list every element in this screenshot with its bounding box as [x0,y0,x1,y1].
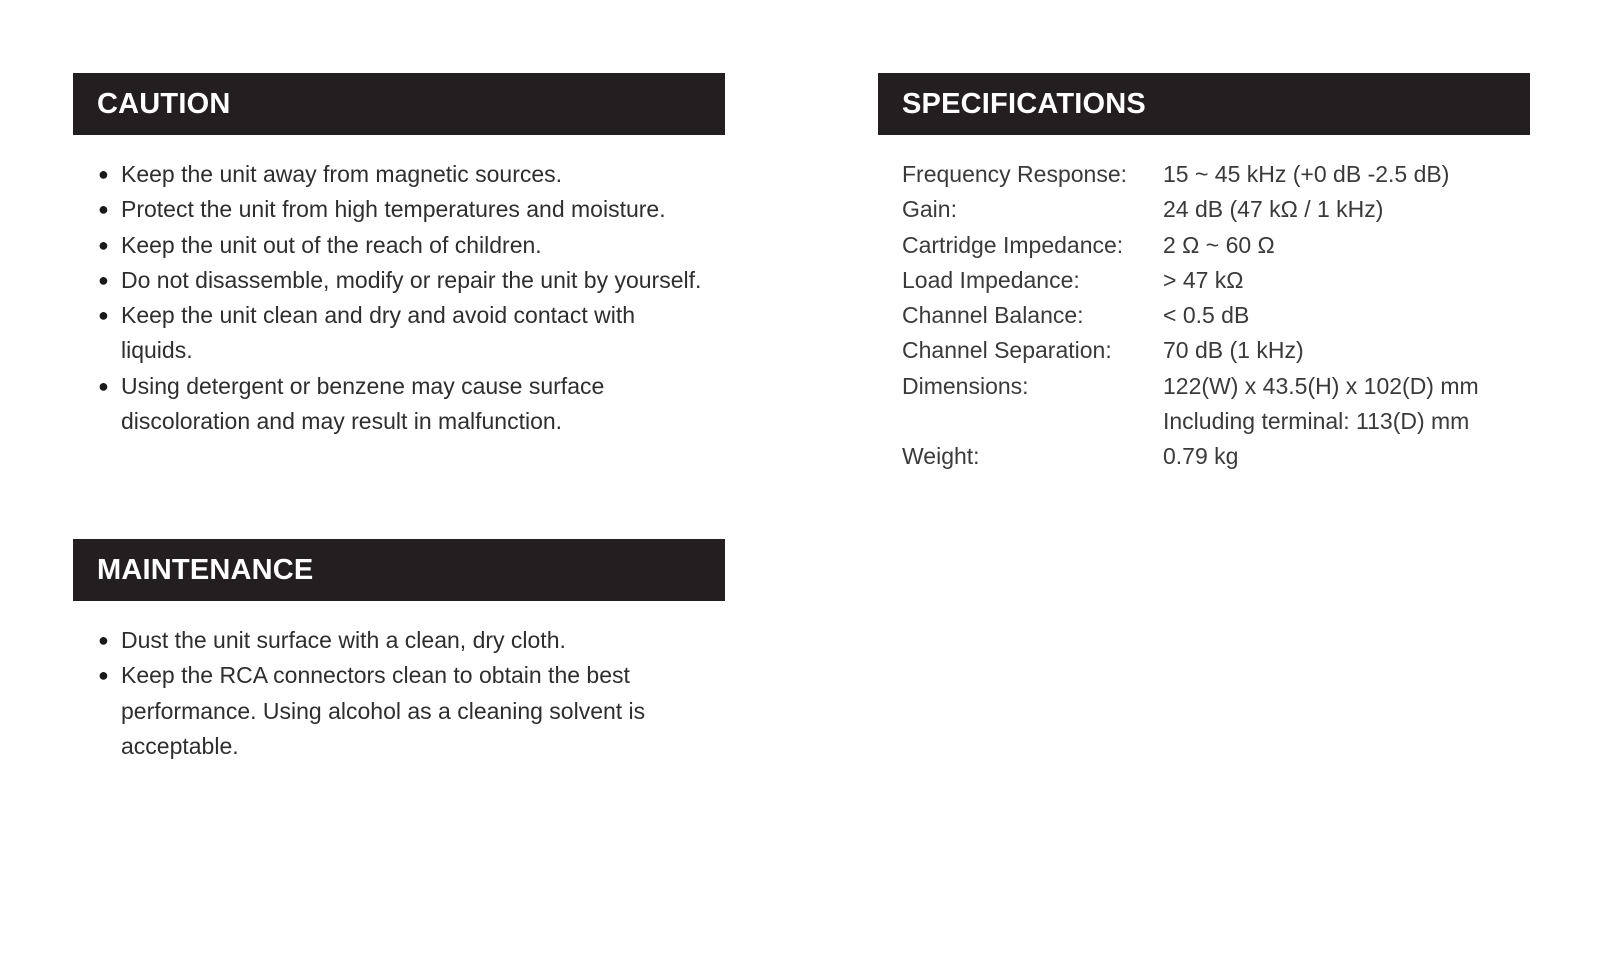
spec-label: Gain: [902,196,957,223]
caution-section [73,73,725,439]
spec-value [1163,298,1530,333]
spec-label: Channel Separation: [902,337,1112,364]
bullet-icon: ● [98,665,109,686]
caution-item-text: Using detergent or benzene may cause surface discoloration and may result in malfunction. [121,372,605,435]
spec-value-line: 0.79 kg [1163,443,1239,470]
spec-row-gain [902,192,1530,227]
spec-row-cartridge-impedance [902,228,1530,263]
list-item [73,623,721,658]
caution-item-text: Keep the unit away from magnetic sources. [121,161,563,187]
spec-value-line: Including terminal: 113(D) mm [1163,408,1470,435]
spec-label: Weight: [902,443,980,470]
bullet-icon: ● [98,199,109,220]
spec-row-dimensions [902,369,1530,440]
spec-value [1163,263,1530,298]
spec-value [1163,192,1530,227]
maintenance-section [73,539,725,764]
spec-value-line: 70 dB (1 kHz) [1163,337,1304,364]
spec-row-weight [902,439,1530,474]
spec-row-channel-separation [902,333,1530,368]
specifications-header: SPECIFICATIONS [878,73,1530,135]
caution-item-text: Protect the unit from high temperatures and moisture. [121,196,666,223]
list-item [73,658,701,764]
spec-label: Channel Balance: [902,302,1084,329]
spec-value-line: 2 Ω ~ 60 Ω [1163,231,1275,258]
bullet-icon: ● [98,305,109,326]
bullet-icon: ● [98,234,109,255]
spec-row-frequency-response [902,157,1530,192]
spec-value-line: 15 ~ 45 kHz (+0 dB -2.5 dB) [1163,161,1450,187]
spec-value [1163,369,1530,440]
bullet-icon: ● [98,375,109,396]
bullet-icon: ● [98,269,109,290]
list-item [73,228,721,263]
caution-item-text: Do not disassemble, modify or repair the unit by yourself. [121,266,702,293]
bullet-icon: ● [98,164,109,184]
spec-value-line: 24 dB (47 kΩ / 1 kHz) [1163,196,1384,223]
list-item [73,192,721,227]
spec-row-load-impedance [902,263,1530,298]
list-item [73,263,761,298]
spec-label: Frequency Response: [902,161,1128,187]
spec-label: Dimensions: [902,372,1029,399]
list-item [73,157,721,192]
list-item [73,298,711,369]
spec-value-line: 122(W) x 43.5(H) x 102(D) mm [1163,372,1479,399]
maintenance-item-text: Keep the RCA connectors clean to obtain the best performance. Using alcohol as a cleaning solvent is acceptable. [121,662,646,759]
maintenance-item-text: Dust the unit surface with a clean, dry cloth. [121,627,566,653]
spec-value [1163,228,1530,263]
caution-item-text: Keep the unit clean and dry and avoid contact with liquids. [121,302,636,364]
spec-label: Cartridge Impedance: [902,231,1124,258]
specifications-section [878,73,1530,475]
spec-table [878,157,1530,475]
spec-row-channel-balance [902,298,1530,333]
spec-value [1163,439,1530,474]
bullet-icon: ● [98,630,109,650]
list-item [73,369,681,440]
spec-label: Load Impedance: [902,266,1080,293]
spec-value [1163,333,1530,368]
caution-header: CAUTION [73,73,725,135]
spec-value-line: > 47 kΩ [1163,266,1244,293]
caution-item-text: Keep the unit out of the reach of children. [121,231,542,258]
maintenance-list [73,623,725,764]
spec-value-line: < 0.5 dB [1163,302,1250,329]
maintenance-header: MAINTENANCE [73,539,725,601]
caution-list [73,157,725,439]
spec-value [1163,157,1530,192]
